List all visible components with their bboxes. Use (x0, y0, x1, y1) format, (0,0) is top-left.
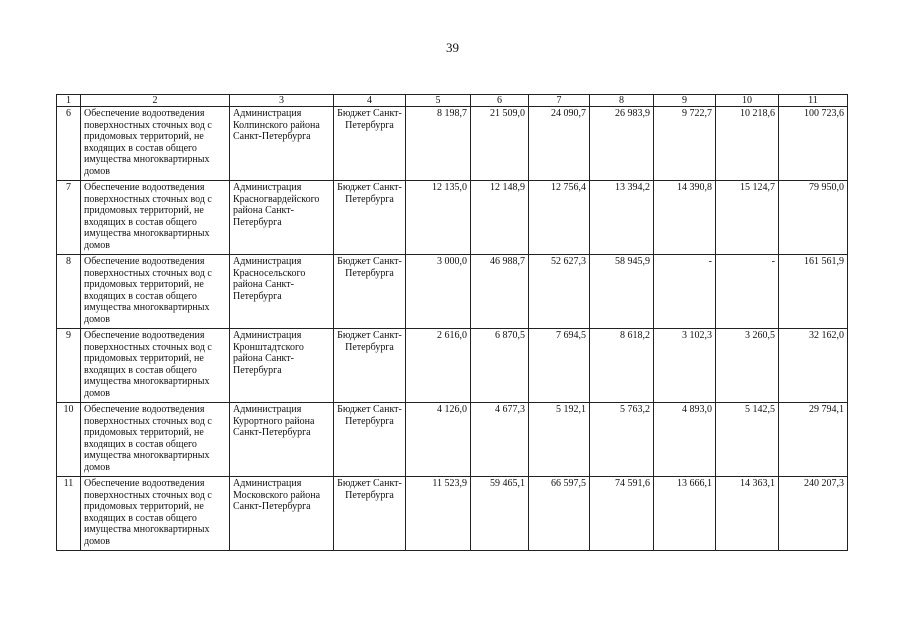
budget-table (56, 94, 848, 551)
amount-cell: 13 666,1 (654, 477, 716, 551)
description-cell: Обеспечение водоотведения поверхностных сточных вод с придомовых территорий, не входящих в состав общего имущества многоквартирных домов (81, 329, 230, 403)
amount-cell: 12 135,0 (406, 181, 471, 255)
header-cell: 7 (529, 95, 590, 107)
amount-cell: 14 363,1 (716, 477, 779, 551)
amount-cell: 13 394,2 (590, 181, 654, 255)
total-cell: 100 723,6 (779, 107, 848, 181)
header-cell: 6 (471, 95, 529, 107)
amount-cell: 5 142,5 (716, 403, 779, 477)
total-cell: 79 950,0 (779, 181, 848, 255)
amount-cell: 26 983,9 (590, 107, 654, 181)
funding-source-cell: Бюджет Санкт-Петербурга (334, 477, 406, 551)
amount-cell: 5 192,1 (529, 403, 590, 477)
administrator-cell: Администрация Кронштадтского района Санкт-Петербурга (230, 329, 334, 403)
header-row (57, 95, 848, 107)
amount-cell: - (654, 255, 716, 329)
administrator-cell: Администрация Московского района Санкт-Петербурга (230, 477, 334, 551)
header-cell: 5 (406, 95, 471, 107)
header-cell: 9 (654, 95, 716, 107)
amount-cell: 66 597,5 (529, 477, 590, 551)
amount-cell: 12 148,9 (471, 181, 529, 255)
amount-cell: 58 945,9 (590, 255, 654, 329)
amount-cell: 4 677,3 (471, 403, 529, 477)
funding-source-cell: Бюджет Санкт-Петербурга (334, 329, 406, 403)
amount-cell: 4 893,0 (654, 403, 716, 477)
row-number-cell: 8 (57, 255, 81, 329)
amount-cell: 3 260,5 (716, 329, 779, 403)
header-cell: 11 (779, 95, 848, 107)
amount-cell: - (716, 255, 779, 329)
funding-source-cell: Бюджет Санкт-Петербурга (334, 107, 406, 181)
amount-cell: 2 616,0 (406, 329, 471, 403)
amount-cell: 6 870,5 (471, 329, 529, 403)
amount-cell: 46 988,7 (471, 255, 529, 329)
description-cell: Обеспечение водоотведения поверхностных сточных вод с придомовых территорий, не входящих в состав общего имущества многоквартирных домов (81, 403, 230, 477)
amount-cell: 12 756,4 (529, 181, 590, 255)
amount-cell: 74 591,6 (590, 477, 654, 551)
total-cell: 29 794,1 (779, 403, 848, 477)
amount-cell: 52 627,3 (529, 255, 590, 329)
amount-cell: 3 000,0 (406, 255, 471, 329)
table-row (57, 107, 848, 181)
header-cell: 8 (590, 95, 654, 107)
administrator-cell: Администрация Красногвардейского района Санкт-Петербурга (230, 181, 334, 255)
amount-cell: 59 465,1 (471, 477, 529, 551)
description-cell: Обеспечение водоотведения поверхностных сточных вод с придомовых территорий, не входящих в состав общего имущества многоквартирных домов (81, 181, 230, 255)
amount-cell: 3 102,3 (654, 329, 716, 403)
header-cell: 2 (81, 95, 230, 107)
funding-source-cell: Бюджет Санкт-Петербурга (334, 403, 406, 477)
total-cell: 32 162,0 (779, 329, 848, 403)
administrator-cell: Администрация Курортного района Санкт-Петербурга (230, 403, 334, 477)
table-row (57, 477, 848, 551)
administrator-cell: Администрация Красносельского района Санкт-Петербурга (230, 255, 334, 329)
total-cell: 161 561,9 (779, 255, 848, 329)
amount-cell: 8 618,2 (590, 329, 654, 403)
amount-cell: 21 509,0 (471, 107, 529, 181)
table-row (57, 403, 848, 477)
header-cell: 4 (334, 95, 406, 107)
header-cell: 10 (716, 95, 779, 107)
row-number-cell: 10 (57, 403, 81, 477)
amount-cell: 4 126,0 (406, 403, 471, 477)
description-cell: Обеспечение водоотведения поверхностных сточных вод с придомовых территорий, не входящих в состав общего имущества многоквартирных домов (81, 107, 230, 181)
header-cell: 3 (230, 95, 334, 107)
amount-cell: 5 763,2 (590, 403, 654, 477)
table-row (57, 181, 848, 255)
funding-source-cell: Бюджет Санкт-Петербурга (334, 181, 406, 255)
table-row (57, 329, 848, 403)
funding-source-cell: Бюджет Санкт-Петербурга (334, 255, 406, 329)
amount-cell: 15 124,7 (716, 181, 779, 255)
amount-cell: 9 722,7 (654, 107, 716, 181)
page-number: 39 (446, 40, 459, 55)
header-cell: 1 (57, 95, 81, 107)
row-number-cell: 9 (57, 329, 81, 403)
total-cell: 240 207,3 (779, 477, 848, 551)
description-cell: Обеспечение водоотведения поверхностных сточных вод с придомовых территорий, не входящих в состав общего имущества многоквартирных домов (81, 255, 230, 329)
row-number-cell: 7 (57, 181, 81, 255)
administrator-cell: Администрация Колпинского района Санкт-Петербурга (230, 107, 334, 181)
row-number-cell: 11 (57, 477, 81, 551)
row-number-cell: 6 (57, 107, 81, 181)
amount-cell: 7 694,5 (529, 329, 590, 403)
amount-cell: 14 390,8 (654, 181, 716, 255)
description-cell: Обеспечение водоотведения поверхностных сточных вод с придомовых территорий, не входящих в состав общего имущества многоквартирных домов (81, 477, 230, 551)
amount-cell: 11 523,9 (406, 477, 471, 551)
amount-cell: 24 090,7 (529, 107, 590, 181)
amount-cell: 10 218,6 (716, 107, 779, 181)
amount-cell: 8 198,7 (406, 107, 471, 181)
table-row (57, 255, 848, 329)
